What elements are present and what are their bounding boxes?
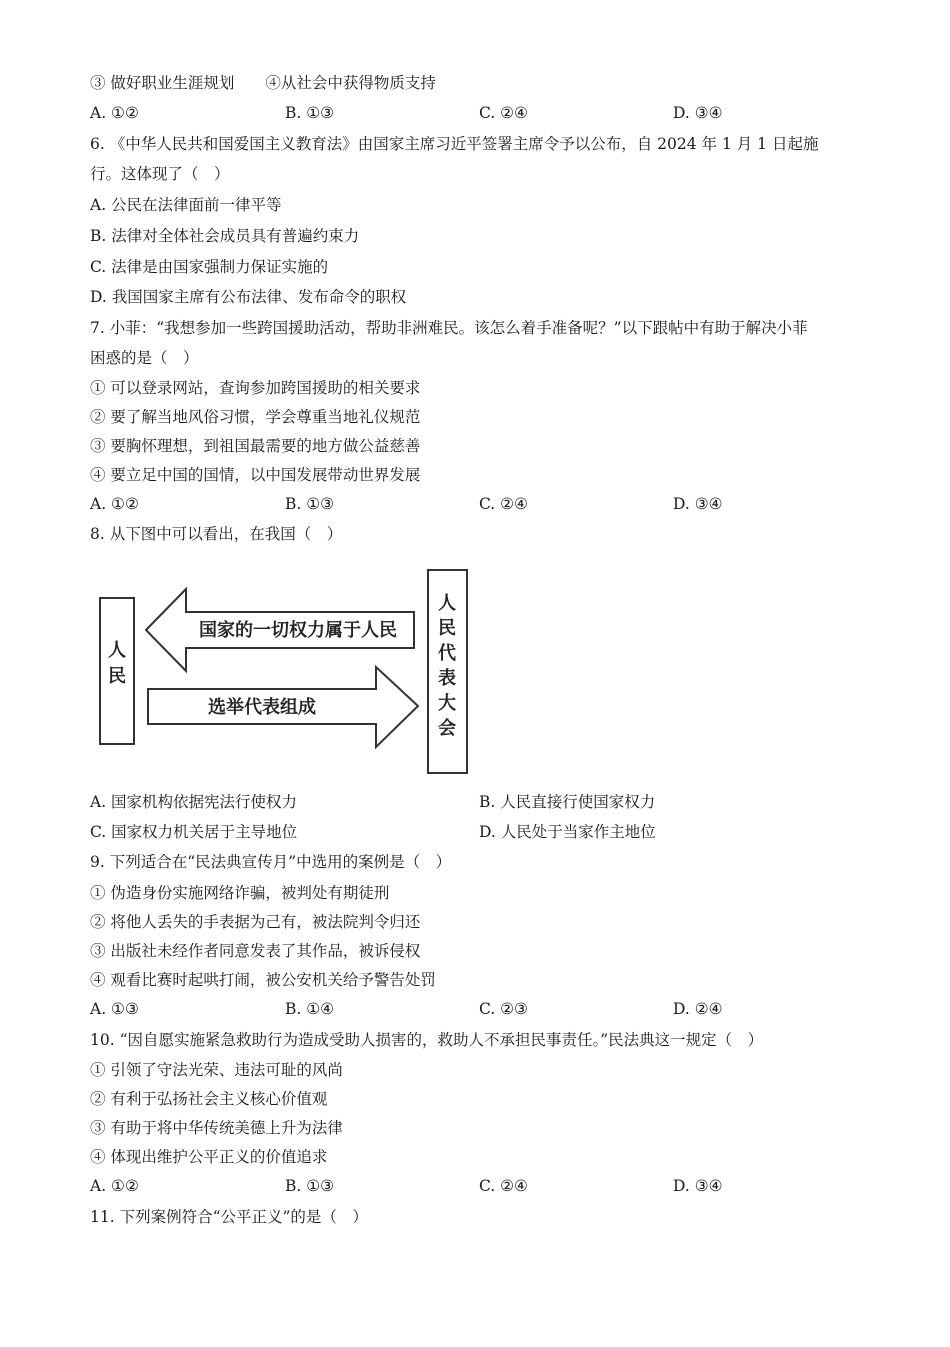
q6-stem-line1: 6. 《中华人民共和国爱国主义教育法》由国家主席习近平签署主席令予以公布，自 2024 年 1 月 1 日起施 — [90, 135, 819, 153]
q10-option-b[interactable]: B. ①③ — [285, 1177, 335, 1195]
q5-statements-3-4: ③ 做好职业生涯规划 ④从社会中获得物质支持 — [90, 74, 436, 92]
q7-statement-2: ② 要了解当地风俗习惯，学会尊重当地礼仪规范 — [90, 408, 421, 426]
q10-statement-2: ② 有利于弘扬社会主义核心价值观 — [90, 1090, 328, 1108]
q10-statement-4: ④ 体现出维护公平正义的价值追求 — [90, 1148, 328, 1166]
congress-box-char-5: 大 — [438, 693, 456, 714]
q7-stem-line1: 7. 小菲：“我想参加一些跨国援助活动，帮助非洲难民。该怎么着手准备呢？”以下跟帖中有助于解决小菲 — [90, 319, 808, 337]
q8-option-b[interactable]: B. 人民直接行使国家权力 — [479, 793, 656, 811]
q9-statement-2: ② 将他人丢失的手表据为己有，被法院判令归还 — [90, 913, 421, 931]
q7-statement-1: ① 可以登录网站，查询参加跨国援助的相关要求 — [90, 379, 421, 397]
q5-option-d[interactable]: D. ③④ — [673, 104, 723, 122]
q9-stem: 9. 下列适合在“民法典宣传月”中选用的案例是（ ） — [90, 853, 452, 871]
q9-statement-4: ④ 观看比赛时起哄打闹，被公安机关给予警告处罚 — [90, 971, 436, 989]
right-arrow-label: 选举代表组成 — [208, 697, 316, 718]
q10-option-d[interactable]: D. ③④ — [673, 1177, 723, 1195]
q10-option-c[interactable]: C. ②④ — [479, 1177, 528, 1195]
q10-option-a[interactable]: A. ①② — [90, 1177, 139, 1195]
q6-option-a[interactable]: A. 公民在法律面前一律平等 — [90, 196, 282, 214]
q7-option-b[interactable]: B. ①③ — [285, 495, 335, 513]
q7-option-c[interactable]: C. ②④ — [479, 495, 528, 513]
congress-box-char-6: 会 — [438, 718, 456, 739]
q5-option-a[interactable]: A. ①② — [90, 104, 139, 122]
q6-option-b[interactable]: B. 法律对全体社会成员具有普遍约束力 — [90, 227, 360, 245]
q7-statement-3: ③ 要胸怀理想，到祖国最需要的地方做公益慈善 — [90, 437, 421, 455]
q9-option-c[interactable]: C. ②③ — [479, 1000, 528, 1018]
q6-stem-line2: 行。这体现了（ ） — [90, 165, 230, 183]
q7-option-a[interactable]: A. ①② — [90, 495, 139, 513]
q6-option-d[interactable]: D. 我国国家主席有公布法律、发布命令的职权 — [90, 288, 407, 306]
congress-box-char-3: 代 — [438, 643, 456, 664]
q9-option-a[interactable]: A. ①③ — [90, 1000, 139, 1018]
q9-statement-1: ① 伪造身份实施网络诈骗，被判处有期徒刑 — [90, 884, 390, 902]
q11-stem: 11. 下列案例符合“公平正义”的是（ ） — [90, 1208, 368, 1226]
q7-statement-4: ④ 要立足中国的国情，以中国发展带动世界发展 — [90, 466, 421, 484]
q8-option-a[interactable]: A. 国家机构依据宪法行使权力 — [90, 793, 298, 811]
people-box-char-2: 民 — [108, 666, 126, 687]
q10-statement-3: ③ 有助于将中华传统美德上升为法律 — [90, 1119, 343, 1137]
people-box-char-1: 人 — [108, 640, 126, 661]
q10-statement-1: ① 引领了守法光荣、违法可耻的风尚 — [90, 1061, 343, 1079]
q8-option-c[interactable]: C. 国家权力机关居于主导地位 — [90, 823, 298, 841]
q5-option-b[interactable]: B. ①③ — [285, 104, 335, 122]
congress-box-char-1: 人 — [438, 593, 456, 614]
people-congress-diagram — [92, 565, 472, 780]
q9-statement-3: ③ 出版社未经作者同意发表了其作品，被诉侵权 — [90, 942, 421, 960]
q9-option-b[interactable]: B. ①④ — [285, 1000, 335, 1018]
congress-box-char-2: 民 — [438, 618, 456, 639]
left-arrow-label: 国家的一切权力属于人民 — [199, 620, 397, 641]
q10-stem: 10. “因自愿实施紧急救助行为造成受助人损害的，救助人不承担民事责任。”民法典这一规定（ ） — [90, 1031, 764, 1049]
q7-option-d[interactable]: D. ③④ — [673, 495, 723, 513]
q7-stem-line2: 困惑的是（ ） — [90, 349, 199, 367]
q8-option-d[interactable]: D. 人民处于当家作主地位 — [479, 823, 656, 841]
q9-option-d[interactable]: D. ②④ — [673, 1000, 723, 1018]
q8-stem: 8. 从下图中可以看出，在我国（ ） — [90, 525, 343, 543]
q5-option-c[interactable]: C. ②④ — [479, 104, 528, 122]
q6-option-c[interactable]: C. 法律是由国家强制力保证实施的 — [90, 258, 329, 276]
congress-box-char-4: 表 — [438, 668, 456, 689]
